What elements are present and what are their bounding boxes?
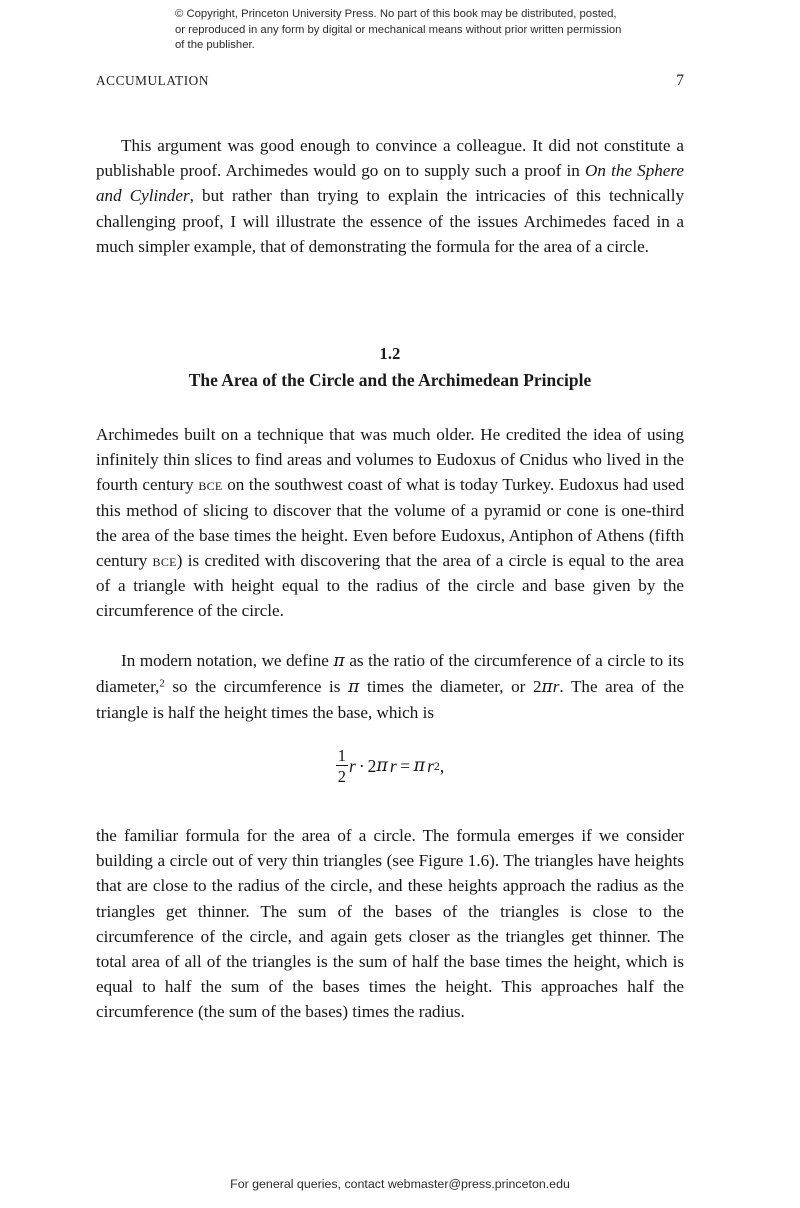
multiplication-dot-icon: · xyxy=(358,755,365,776)
paragraph-three-text-c: so the circumference is xyxy=(164,677,349,697)
paragraph-two-text-c: ) is credited with discovering that the area of a circle is equal to the area of a triangle with height equal to the radius of the circle and base given by the circumference of the circle. xyxy=(96,551,685,621)
section-heading xyxy=(96,343,684,392)
equals-sign: = xyxy=(400,755,411,776)
fraction-one-half xyxy=(336,747,348,786)
paragraph-three-text-e: . The area of the triangle is half the height times the base, which is xyxy=(96,677,684,723)
paragraph-two-text-b: on the southwest coast of what is today Turkey. Eudoxus had used this method of slicing to discover that the volume of a pyramid or cone is one-third the area of the base times the height. Even before Eudoxus, Antiphon of Athens (fifth century xyxy=(96,475,684,571)
paragraph-three-text-b: as the ratio of the circumference of a circle to its diameter, xyxy=(96,651,684,697)
equation-coefficient-two: 2 xyxy=(367,755,377,776)
paragraph-one-text-b: , but rather than trying to explain the intricacies of this technically challenging proof, I will illustrate the essence of the issues Archimedes faced in a much simpler example, that of demonstrating the formula for the area of a circle. xyxy=(96,186,684,256)
paragraph-one-text-a: This argument was good enough to convince a colleague. It did not constitute a publishable proof. Archimedes would go on to supply such a proof in xyxy=(96,136,684,181)
fraction-numerator: 1 xyxy=(337,745,346,765)
footnote-marker[interactable]: 2 xyxy=(159,677,165,690)
paragraph-four-container xyxy=(96,823,684,1025)
era-abbreviation-first: bce xyxy=(198,474,223,495)
inline-radius-variable: r xyxy=(552,677,560,697)
inline-pi-symbol-second: π xyxy=(348,677,360,698)
display-equation xyxy=(96,745,684,786)
copyright-notice: © Copyright, Princeton University Press. No part of this book may be distributed, posted, or reproduced in any form by digital or mechanical means without prior written permission of the publisher. xyxy=(175,8,622,52)
paragraph-two-text-a: Archimedes built on a technique that was much older. He credited the idea of using infinitely thin slices to find areas and volumes to Eudoxus of Cnidus who lived in the fourth century xyxy=(96,425,684,495)
running-head xyxy=(96,72,684,90)
paragraph-four: the familiar formula for the area of a circle. The formula emerges if we consider building a circle out of very thin triangles (see Figure 1.6). The triangles have heights that are close to the radius of the circle, and these heights approach the radius as the triangles get thinner. The sum of the bases of the triangles is close to the circumference of the circle, and again gets closer as the triangles get thinner. The total area of all of the triangles is the sum of half the base times the height, which is equal to half the sum of the bases times the height. This approaches half the circumference (the sum of the bases) times the radius. xyxy=(96,826,684,1022)
page-number: 7 xyxy=(676,72,684,89)
equation-pi-symbol-1: π xyxy=(376,756,388,777)
equation-pi-symbol-2: π xyxy=(413,756,426,777)
paragraph-one-container xyxy=(96,133,684,259)
equation-trailing-comma: , xyxy=(439,755,445,776)
paragraph-three xyxy=(96,648,684,726)
section-number: 1.2 xyxy=(379,344,401,363)
equation-radius-variable-3: r xyxy=(427,755,434,776)
paragraph-three-text-d: times the diameter, or 2 xyxy=(359,677,542,697)
paragraph-one xyxy=(96,133,684,259)
section-title: The Area of the Circle and the Archimedean Principle xyxy=(188,370,592,390)
paragraph-three-container xyxy=(96,648,684,726)
running-head-title: ACCUMULATION xyxy=(96,73,209,88)
era-abbreviation-second: bce xyxy=(152,550,177,571)
inline-pi-symbol-third: π xyxy=(541,677,553,698)
book-title-italic: On the Sphere and Cylinder xyxy=(96,161,684,206)
paragraph-two xyxy=(96,422,684,624)
footer-contact-line: For general queries, contact webmaster@press.princeton.edu xyxy=(230,1177,570,1191)
fraction-denominator: 2 xyxy=(337,766,346,786)
equation-inner: $\frac{1}{2}$ r · 2 π r = π r 2 , xyxy=(337,745,445,786)
inline-pi-symbol-first: π xyxy=(333,651,345,671)
equation-radius-variable-2: r xyxy=(389,755,397,776)
equation-radius-variable-1: r xyxy=(349,755,356,776)
paragraph-two-container xyxy=(96,422,684,624)
paragraph-three-text-a: In modern notation, we define xyxy=(121,651,334,670)
